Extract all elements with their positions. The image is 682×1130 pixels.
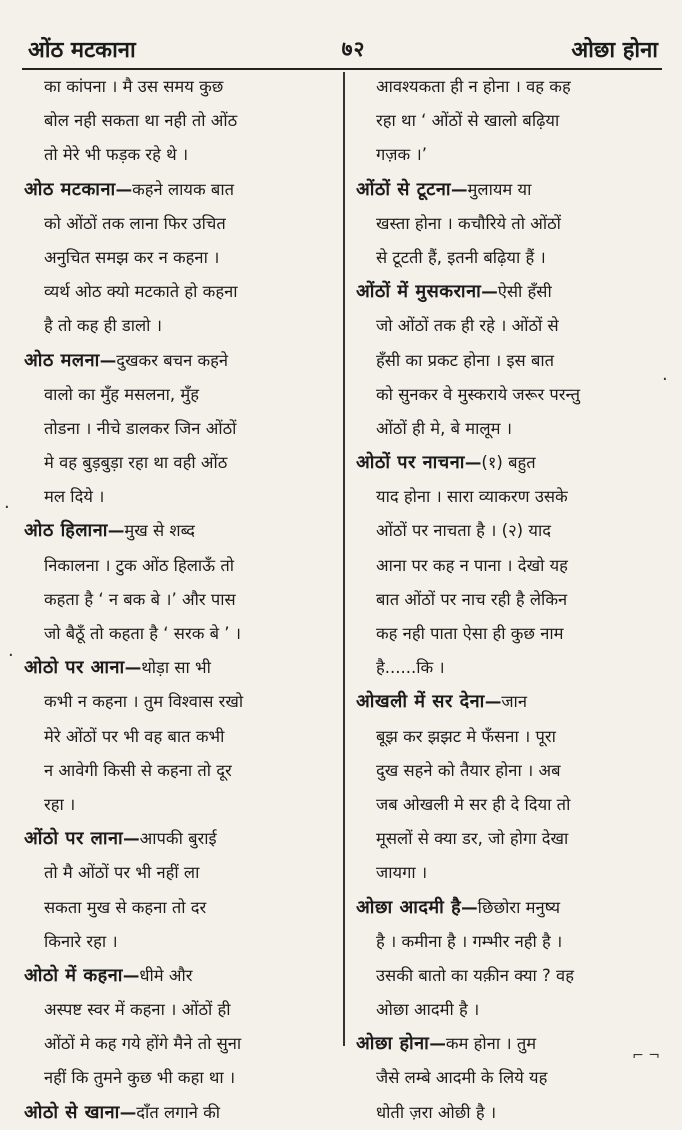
entry-text: कह नही पाता ऐसा ही कुछ नाम — [376, 624, 564, 643]
entry-text: बात ओंठों पर नाच रही है लेकिन — [376, 589, 568, 609]
edge-mark: . — [662, 364, 668, 385]
entry-text: कम होना । तुम — [445, 1034, 537, 1054]
entry-text: बोल नही सकता था नही तो ओंठ — [44, 111, 238, 131]
text-line — [24, 104, 330, 138]
entry-text: को सुनकर वे मुस्कराये जरूर परन्तु — [376, 384, 581, 404]
entry-text: याद होना । सारा व्याकरण उसके — [376, 487, 568, 507]
text-line — [24, 1061, 330, 1095]
header-right-guideword: ओछा होना — [571, 38, 658, 63]
entry-line — [24, 1096, 330, 1130]
text-line — [356, 241, 656, 275]
entry-dash: — — [107, 521, 125, 541]
entry-text: कहने लायक बात — [132, 179, 235, 199]
right-column — [356, 70, 656, 1130]
entry-text: को ओंठों तक लाना फिर उचित — [44, 213, 226, 233]
text-line — [356, 993, 656, 1027]
entry-dash: — — [99, 350, 117, 370]
entry-dash: — — [429, 1034, 446, 1054]
entry-dash: — — [123, 829, 140, 849]
text-line — [24, 207, 330, 241]
text-line — [24, 788, 330, 822]
text-line — [24, 412, 330, 446]
entry-text: दाँत लगाने की — [136, 1102, 221, 1122]
entry-line — [356, 173, 656, 207]
entry-text: ओंठों ही मे, बे मालूम । — [376, 418, 512, 438]
entry-line — [356, 446, 656, 480]
entry-text: जायगा । — [376, 863, 428, 883]
text-line — [24, 925, 330, 959]
entry-text: जो ओंठों तक ही रहे । ओंठों से — [376, 316, 559, 336]
entry-text: से टूटती हैं, इतनी बढ़िया हैं । — [376, 247, 546, 267]
entry-line — [24, 173, 330, 207]
page-number: ७२ — [341, 37, 366, 61]
text-line — [356, 959, 656, 993]
entry-text: सकता मुख से कहना तो दर — [44, 897, 207, 917]
entry-text: मुख से शब्द — [124, 521, 195, 541]
entry-text: अनुचित समझ कर न कहना । — [44, 247, 220, 267]
page-header — [28, 32, 658, 66]
text-line — [24, 378, 330, 412]
text-line — [356, 549, 656, 583]
entry-text: जो बैठूँ तो कहता है ‘ सरक बे ’ । — [44, 624, 242, 643]
entry-term: ओछा आदमी है — [356, 896, 462, 918]
text-line — [24, 685, 330, 719]
entry-text: व्यर्थ ओठ क्यो मटकाते हो कहना — [44, 282, 238, 302]
text-line — [356, 70, 656, 104]
text-line — [356, 207, 656, 241]
entry-text: नहीं कि तुमने कुछ भी कहा था । — [44, 1068, 236, 1088]
entry-text: आना पर कह न पाना । देखो यह — [376, 555, 568, 575]
entry-text: है......कि । — [376, 658, 445, 678]
text-line — [356, 378, 656, 412]
text-line — [356, 138, 656, 172]
entry-text: धोती ज़रा ओछी है । — [376, 1102, 497, 1122]
entry-term: ओठों पर नाचना — [356, 452, 465, 474]
text-line — [24, 1027, 330, 1061]
entry-text: है तो कह ही डालो । — [44, 316, 162, 336]
text-line — [356, 856, 656, 890]
entry-term: ओंठो पर लाना — [24, 828, 124, 850]
entry-text: दुख सहने को तैयार होना । अब — [376, 760, 561, 780]
entry-text: थोड़ा सा भी — [141, 658, 211, 678]
entry-text: (१) बहुत — [481, 453, 536, 473]
entry-line — [24, 822, 330, 856]
entry-text: अस्पष्ट स्वर में कहना । ओंठों ही — [44, 1000, 231, 1020]
text-line — [356, 104, 656, 138]
entry-text: छिछोरा मनुष्य — [477, 897, 561, 917]
text-line — [356, 480, 656, 514]
text-line — [356, 344, 656, 378]
entry-term: ओछा होना — [356, 1033, 430, 1055]
entry-dash: — — [115, 179, 133, 199]
entry-text: तो मै ओंठों पर भी नहीं ला — [44, 863, 200, 883]
edge-mark: . — [8, 640, 14, 661]
entry-line — [24, 344, 330, 378]
entry-line — [356, 685, 656, 719]
text-line — [24, 480, 330, 514]
entry-term: ओंठों में मुसकराना — [356, 281, 482, 303]
corner-mark: ⌐ ¬ — [632, 1048, 660, 1064]
entry-text: निकालना । टुक ओंठ हिलाऊँ तो — [44, 555, 235, 575]
entry-dash: — — [484, 692, 502, 712]
entry-text: धीमे और — [139, 965, 193, 985]
entry-text: कभी न कहना । तुम विश्वास रखो — [44, 692, 244, 712]
text-line — [356, 412, 656, 446]
entry-dash: — — [119, 1102, 137, 1122]
entry-dash: — — [481, 282, 498, 302]
text-line — [24, 446, 330, 480]
entry-text: गज़क ।’ — [376, 145, 427, 165]
text-line — [356, 925, 656, 959]
text-line — [356, 754, 656, 788]
text-line — [356, 1096, 656, 1130]
left-column — [24, 70, 330, 1130]
entry-dash: — — [451, 179, 468, 199]
entry-text: का कांपना । मै उस समय कुछ — [44, 77, 224, 96]
entry-line — [24, 514, 330, 548]
entry-text: ओंठों पर नाचता है । (२) याद — [376, 521, 551, 541]
entry-term: ओंठों से टूटना — [356, 178, 452, 200]
text-line — [24, 275, 330, 309]
text-line — [24, 309, 330, 343]
entry-text: किनारे रहा । — [44, 931, 118, 951]
text-line — [356, 788, 656, 822]
entry-text: रहा । — [44, 794, 76, 814]
text-line — [24, 754, 330, 788]
text-line — [356, 651, 656, 685]
entry-line — [356, 1027, 656, 1061]
entry-text: जब ओखली मे सर ही दे दिया तो — [376, 794, 571, 814]
entry-term: ओठो पर आना — [24, 657, 125, 679]
entry-line — [356, 891, 656, 925]
text-line — [24, 993, 330, 1027]
entry-text: ओंठों मे कह गये होंगे मैने तो सुना — [44, 1034, 242, 1054]
text-line — [24, 549, 330, 583]
text-line — [24, 617, 330, 651]
entry-text: जैसे लम्बे आदमी के लिये यह — [376, 1068, 548, 1088]
text-line — [356, 720, 656, 754]
entry-text: दुखकर बचन कहने — [116, 350, 229, 370]
entry-text: तो मेरे भी फड़क रहे थे । — [44, 145, 189, 165]
text-line — [356, 309, 656, 343]
text-line — [24, 891, 330, 925]
entry-text: खस्ता होना । कचौरिये तो ओंठों — [376, 213, 561, 233]
entry-text: तोडना । नीचे डालकर जिन ओंठों — [44, 418, 237, 438]
entry-text: रहा था ‘ ओंठों से खालो बढ़िया — [376, 111, 560, 131]
text-line — [356, 1061, 656, 1095]
entry-text: बूझ कर झझट मे फँसना । पूरा — [376, 726, 556, 746]
entry-text: आवश्यकता ही न होना । वह कह — [376, 77, 571, 96]
text-line — [24, 138, 330, 172]
entry-text: वालो का मुँह मसलना, मुँह — [44, 384, 199, 404]
entry-line — [24, 959, 330, 993]
text-line — [356, 514, 656, 548]
entry-text: मल दिये । — [44, 487, 105, 507]
entry-dash: — — [461, 897, 478, 917]
entry-text: कहता है ‘ न बक बे ।’ और पास — [44, 589, 236, 609]
text-line — [24, 583, 330, 617]
text-line — [24, 70, 330, 104]
entry-term: ओठो से खाना — [24, 1101, 120, 1123]
edge-mark: . — [4, 492, 10, 513]
entry-term: ओठ मलना — [24, 349, 100, 371]
entry-text: मूसलों से क्या डर, जो होगा देखा — [376, 829, 569, 849]
text-line — [356, 822, 656, 856]
entry-term: ओठो में कहना — [24, 964, 123, 986]
entry-text: ओछा आदमी है । — [376, 1000, 480, 1020]
entry-term: ओठ हिलाना — [24, 520, 108, 542]
entry-text: मेरे ओंठों पर भी वह बात कभी — [44, 726, 225, 746]
text-line — [24, 241, 330, 275]
entry-text: मे वह बुड़बुड़ा रहा था वही ओंठ — [44, 453, 228, 473]
entry-text: ऐसी हँसी — [497, 282, 552, 302]
entry-text: है । कमीना है । गम्भीर नही है । — [376, 931, 563, 951]
entry-line — [356, 275, 656, 309]
entry-dash: — — [122, 965, 140, 985]
entry-text: उसकी बातो का यक़ीन क्या ? वह — [376, 965, 574, 985]
entry-text: जान — [501, 692, 527, 712]
entry-text: आपकी बुराई — [139, 829, 217, 849]
text-line — [24, 856, 330, 890]
entry-term: ओठ मटकाना — [24, 178, 116, 200]
entry-text: न आवेगी किसी से कहना तो दूर — [44, 760, 232, 780]
text-line — [356, 617, 656, 651]
entry-dash: — — [124, 658, 142, 678]
text-line — [24, 720, 330, 754]
column-divider — [343, 72, 345, 1046]
entry-line — [24, 651, 330, 685]
header-left-guideword: ओंठ मटकाना — [28, 38, 136, 63]
entry-text: हँसी का प्रकट होना । इस बात — [376, 350, 555, 370]
entry-text: मुलायम या — [467, 179, 532, 199]
text-line — [356, 583, 656, 617]
entry-dash: — — [464, 453, 482, 473]
entry-term: ओखली में सर देना — [356, 691, 485, 713]
